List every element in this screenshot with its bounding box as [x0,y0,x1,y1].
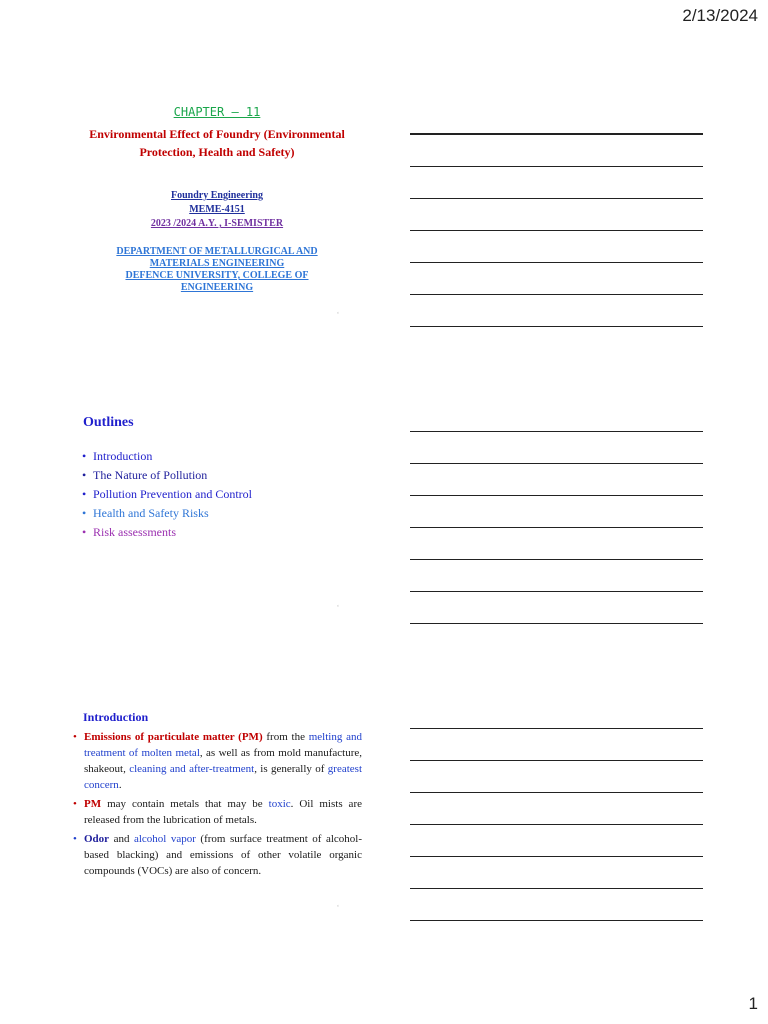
slide-3-introduction [72,705,362,925]
note-line [410,166,703,167]
intro-bullet: • PM may contain metals that may be toxic. Oil mists are released from the lubrication of metals. [73,798,362,826]
introduction-heading: Introduction [83,710,149,724]
slide-marker: ʻ [337,312,339,318]
department [72,246,362,294]
dept-line-2: MATERIALS ENGINEERING [149,258,285,269]
dept-line-4: ENGINEERING [180,282,254,293]
note-line [410,326,703,327]
slide-marker: ʻ [337,605,339,611]
note-line [410,856,703,857]
outline-item: • Risk assessments [82,525,177,539]
note-line [410,559,703,560]
chapter-label: CHAPTER – 11 [173,105,261,119]
slide-1-title [72,100,362,325]
chapter-title: Environmental Effect of Foundry (Environmental Protection, Health and Safety) [89,127,345,159]
page-number: 1 [748,994,758,1013]
note-line [410,230,703,231]
intro-bullet: • Odor and alcohol vapor (from surface treatment of alcohol-based blacking) and emissions of other volatile organic compounds (VOCs) are also of concern. [73,833,362,877]
slide-marker: ʻ [337,905,339,911]
outline-item: • Pollution Prevention and Control [82,487,252,501]
outline-item: • Health and Safety Risks [82,506,209,520]
course-name: Foundry Engineering [171,190,263,201]
note-line [410,920,703,921]
course-code: MEME-4151 [189,204,245,215]
note-line [410,133,703,135]
note-line [410,888,703,889]
note-line [410,431,703,432]
note-line [410,760,703,761]
note-line [410,824,703,825]
note-line [410,262,703,263]
note-line [410,623,703,624]
note-line [410,294,703,295]
dept-line-1: DEPARTMENT OF METALLURGICAL AND [116,246,318,257]
note-line [410,463,703,464]
slide-2-outlines [72,405,362,625]
outline-item: • Introduction [82,449,153,463]
note-line [410,792,703,793]
outline-list [82,449,362,539]
course-info [72,189,362,231]
note-line [410,527,703,528]
note-line [410,198,703,199]
intro-bullets [72,729,362,879]
note-line [410,495,703,496]
note-line [410,591,703,592]
outlines-heading: Outlines [83,415,134,430]
dept-line-3: DEFENCE UNIVERSITY, COLLEGE OF [125,270,309,281]
note-line [410,728,703,729]
outline-item: • The Nature of Pollution [82,468,208,482]
semester: 2023 /2024 A.Y. , I-SEMISTER [150,218,284,229]
intro-bullet: • Emissions of particulate matter (PM) from the melting and treatment of molten metal, as well as from mold manufacture, shakeout, cleaning and after-treatment, is generally of greatest concern. [73,731,362,791]
date-stamp: 2/13/2024 [682,6,758,25]
